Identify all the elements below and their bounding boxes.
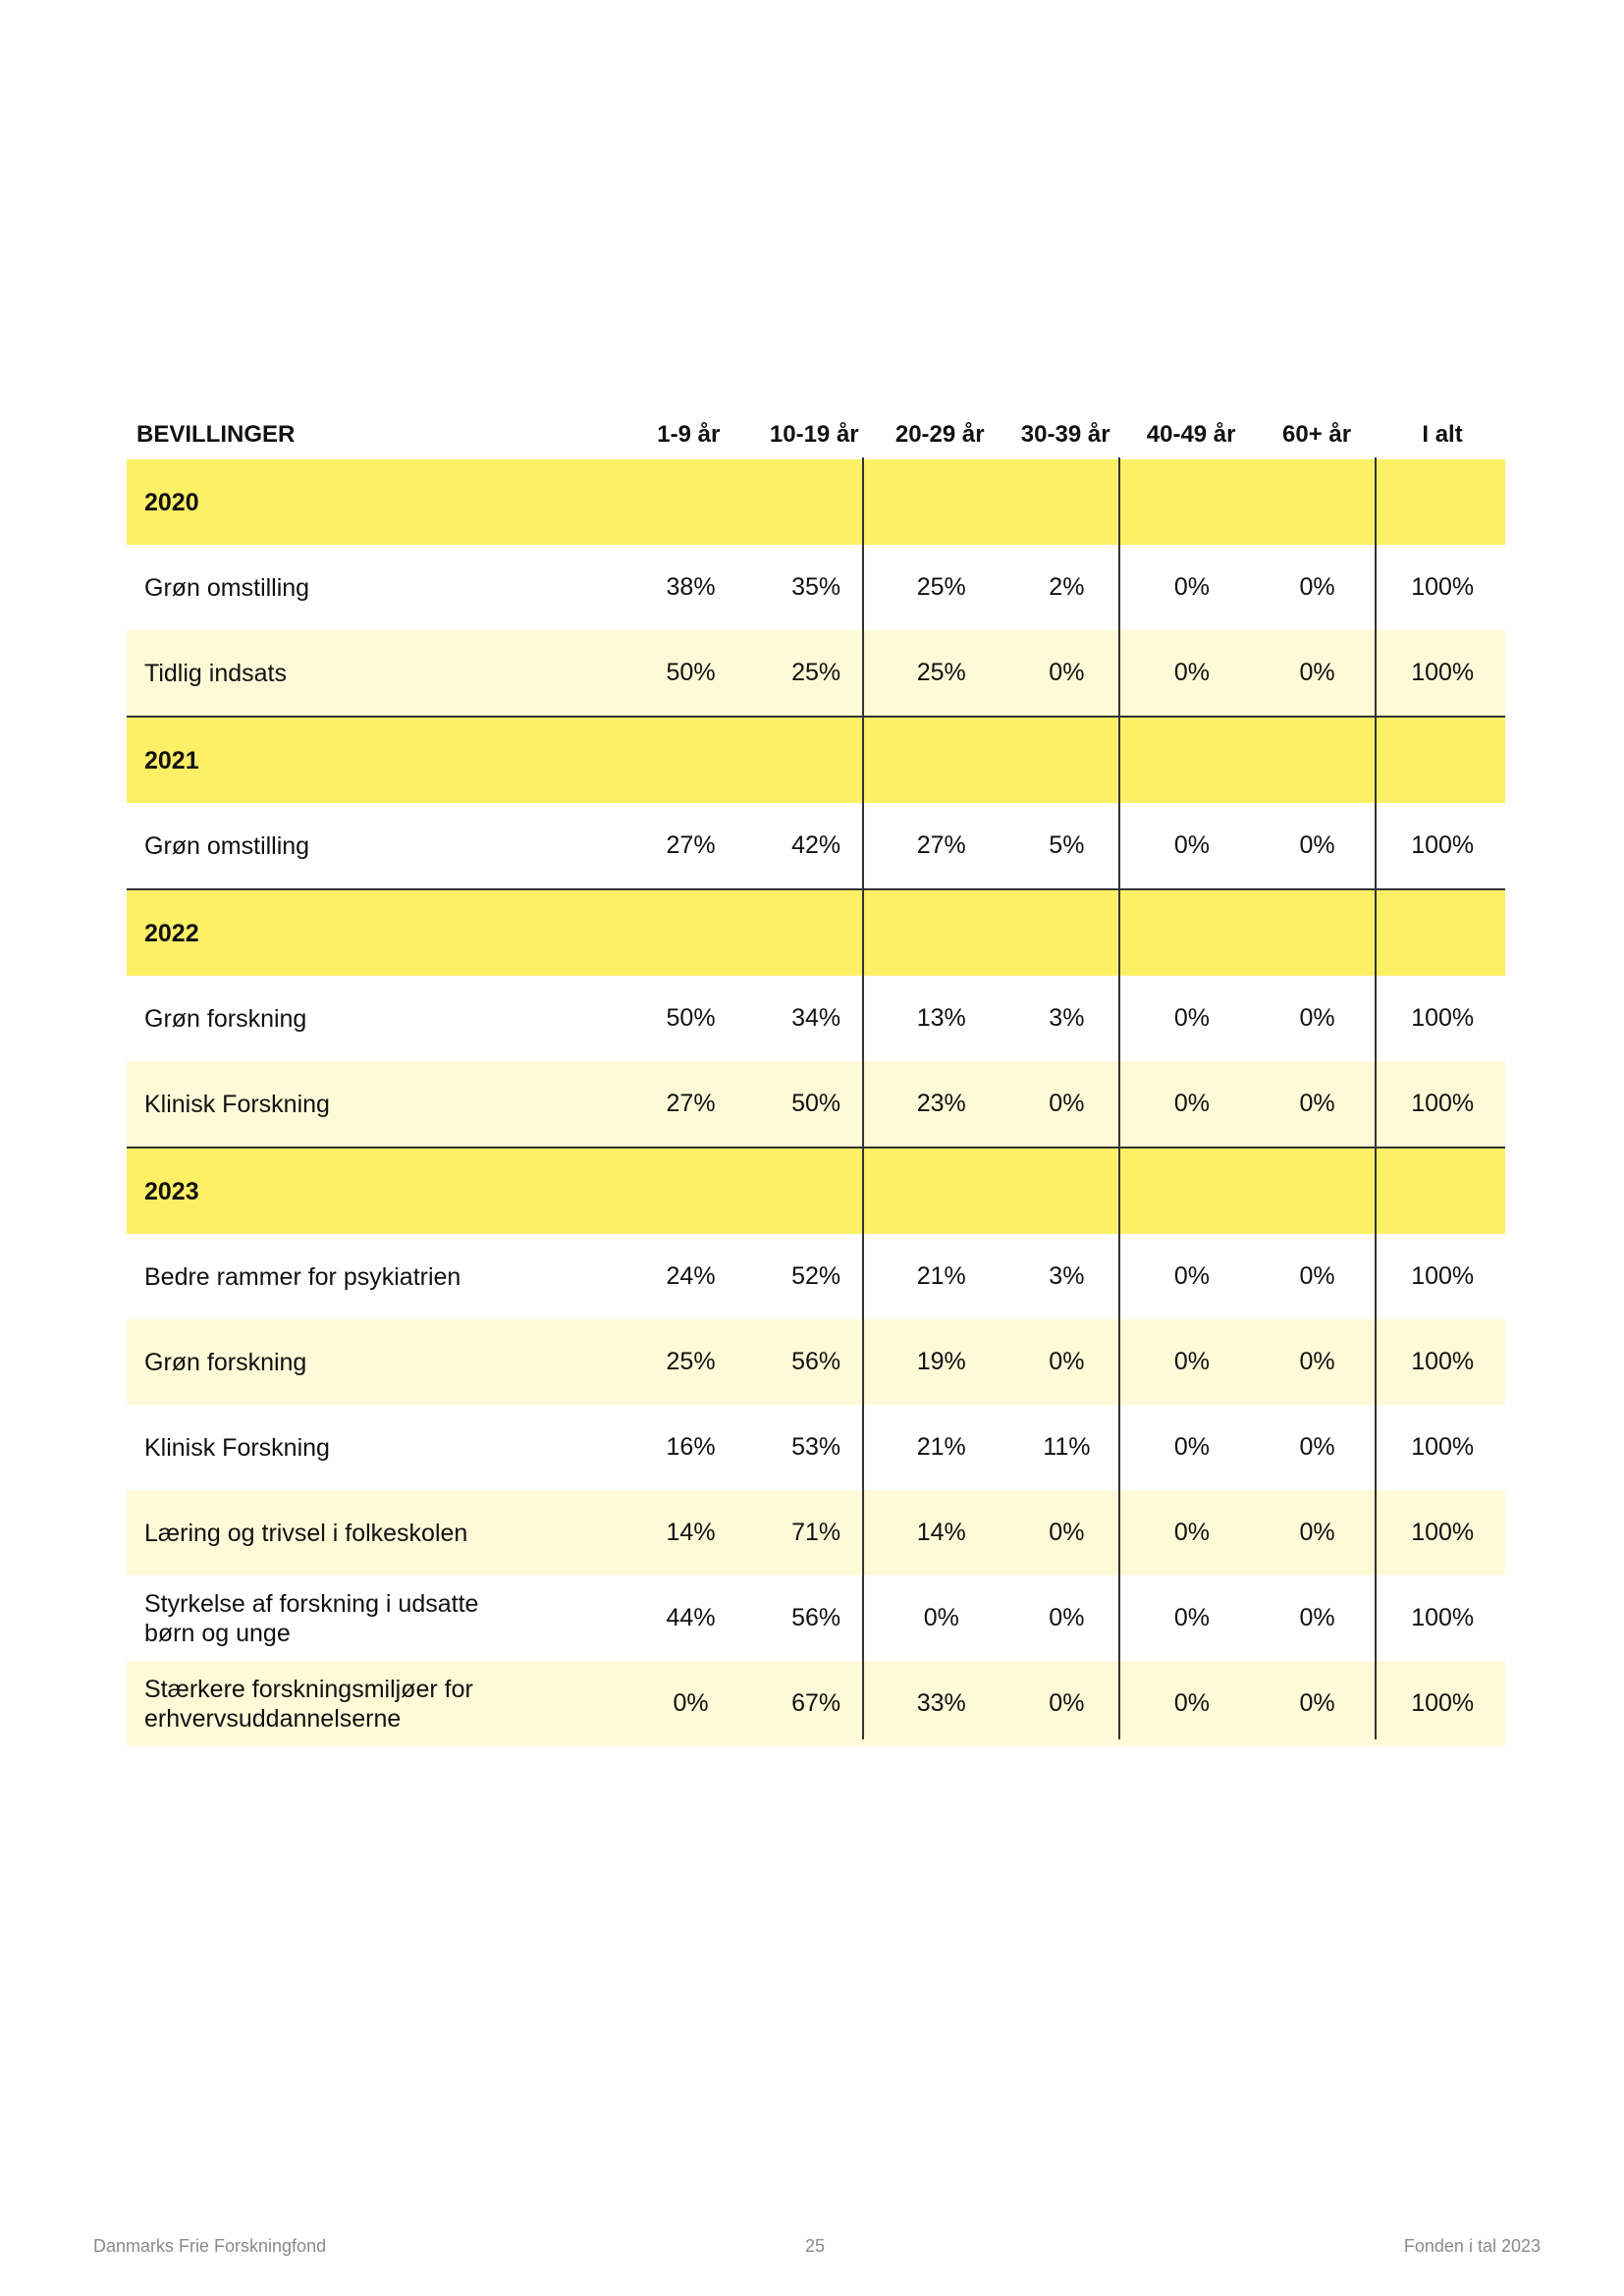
percent-cell: 0% xyxy=(1173,1004,1211,1032)
column-divider xyxy=(1375,457,1377,1739)
percent-cell: 100% xyxy=(1411,1090,1475,1117)
year-section-row xyxy=(127,888,1505,976)
year-label: 2021 xyxy=(144,746,199,774)
table-row xyxy=(127,545,1505,630)
percent-cell: 56% xyxy=(791,1348,841,1375)
year-label: 2020 xyxy=(144,488,199,516)
percent-cell: 0% xyxy=(673,1689,709,1717)
percent-cell: 100% xyxy=(1411,1262,1475,1290)
percent-cell: 0% xyxy=(1049,1604,1085,1631)
header-label: BEVILLINGER xyxy=(136,421,296,448)
table-row xyxy=(127,1661,1505,1746)
percent-cell: 50% xyxy=(666,1004,716,1032)
row-label: Stærkere forskningsmiljøer for erhvervsuddannelserne xyxy=(144,1675,473,1733)
percent-cell: 67% xyxy=(791,1689,841,1717)
bevillinger-table xyxy=(127,410,1505,1746)
percent-cell: 0% xyxy=(1299,659,1335,686)
table-header-row xyxy=(127,410,1505,459)
percent-cell: 42% xyxy=(791,831,841,859)
percent-cell: 25% xyxy=(666,1348,716,1375)
percent-cell: 100% xyxy=(1411,831,1475,859)
footer-left: Danmarks Frie Forskningfond xyxy=(93,2236,327,2256)
percent-cell: 13% xyxy=(916,1004,966,1032)
percent-cell: 0% xyxy=(1299,1262,1335,1290)
row-label: Tidlig indsats xyxy=(144,659,287,687)
year-section-row xyxy=(127,459,1505,545)
percent-cell: 100% xyxy=(1411,1604,1475,1631)
percent-cell: 0% xyxy=(1299,1090,1335,1117)
footer-page-number: 25 xyxy=(805,2236,826,2256)
percent-cell: 2% xyxy=(1049,573,1085,601)
percent-cell: 24% xyxy=(666,1262,716,1290)
row-label: Grøn forskning xyxy=(144,1004,307,1033)
column-header: 30-39 år xyxy=(1020,421,1110,448)
percent-cell: 16% xyxy=(666,1433,716,1461)
percent-cell: 35% xyxy=(791,573,841,601)
percent-cell: 25% xyxy=(916,659,966,686)
percent-cell: 3% xyxy=(1049,1004,1085,1032)
percent-cell: 0% xyxy=(1049,1519,1085,1546)
table-row xyxy=(127,976,1505,1061)
table-row xyxy=(127,1061,1505,1147)
percent-cell: 0% xyxy=(1299,1689,1335,1717)
column-divider xyxy=(862,457,864,1739)
column-header: 20-29 år xyxy=(894,421,985,448)
column-divider xyxy=(1118,457,1120,1739)
percent-cell: 27% xyxy=(666,1090,716,1117)
percent-cell: 27% xyxy=(666,831,716,859)
percent-cell: 0% xyxy=(1049,1090,1085,1117)
percent-cell: 0% xyxy=(1299,1604,1335,1631)
percent-cell: 27% xyxy=(916,831,966,859)
column-header: 1-9 år xyxy=(657,421,721,448)
row-label: Grøn forskning xyxy=(144,1348,307,1376)
percent-cell: 23% xyxy=(916,1090,966,1117)
year-section-row xyxy=(127,716,1505,803)
column-header: 60+ år xyxy=(1282,421,1352,448)
percent-cell: 0% xyxy=(1299,831,1335,859)
percent-cell: 33% xyxy=(916,1689,966,1717)
percent-cell: 44% xyxy=(666,1604,716,1631)
percent-cell: 52% xyxy=(791,1262,841,1290)
row-label: Læring og trivsel i folkeskolen xyxy=(144,1519,468,1547)
row-label: Grøn omstilling xyxy=(144,831,310,860)
table-row xyxy=(127,1490,1505,1575)
percent-cell: 11% xyxy=(1043,1433,1091,1461)
table-row xyxy=(127,1319,1505,1405)
percent-cell: 0% xyxy=(1173,573,1211,601)
percent-cell: 0% xyxy=(1173,659,1211,686)
percent-cell: 14% xyxy=(666,1519,716,1546)
year-section-row xyxy=(127,1147,1505,1234)
percent-cell: 0% xyxy=(1299,1004,1335,1032)
table-row xyxy=(127,803,1505,888)
percent-cell: 71% xyxy=(791,1519,841,1546)
table-row xyxy=(127,1234,1505,1319)
percent-cell: 0% xyxy=(1299,1519,1335,1546)
percent-cell: 50% xyxy=(666,659,716,686)
percent-cell: 100% xyxy=(1411,1689,1475,1717)
percent-cell: 3% xyxy=(1049,1262,1085,1290)
percent-cell: 0% xyxy=(1173,1348,1211,1375)
percent-cell: 0% xyxy=(1173,1519,1211,1546)
table-row xyxy=(127,1405,1505,1490)
footer-right: Fonden i tal 2023 xyxy=(1403,2236,1541,2256)
percent-cell: 25% xyxy=(916,573,966,601)
percent-cell: 100% xyxy=(1411,1433,1475,1461)
percent-cell: 0% xyxy=(1173,1090,1211,1117)
row-label: Klinisk Forskning xyxy=(144,1433,330,1462)
percent-cell: 0% xyxy=(1173,831,1211,859)
column-header: 40-49 år xyxy=(1146,421,1236,448)
percent-cell: 0% xyxy=(1049,1348,1085,1375)
percent-cell: 0% xyxy=(1049,1689,1085,1717)
row-label: Bedre rammer for psykiatrien xyxy=(144,1262,461,1291)
percent-cell: 0% xyxy=(1299,1348,1335,1375)
year-label: 2022 xyxy=(144,919,199,947)
percent-cell: 0% xyxy=(1173,1433,1211,1461)
percent-cell: 19% xyxy=(916,1348,966,1375)
table-row xyxy=(127,630,1505,716)
percent-cell: 34% xyxy=(791,1004,841,1032)
percent-cell: 0% xyxy=(1299,1433,1335,1461)
percent-cell: 100% xyxy=(1411,573,1475,601)
percent-cell: 21% xyxy=(916,1433,966,1461)
column-header: I alt xyxy=(1422,421,1463,448)
row-label: Grøn omstilling xyxy=(144,573,310,602)
percent-cell: 53% xyxy=(791,1433,841,1461)
column-header: 10-19 år xyxy=(769,421,859,448)
percent-cell: 0% xyxy=(1173,1604,1211,1631)
row-label: Styrkelse af forskning i udsatte børn og unge xyxy=(144,1589,479,1647)
percent-cell: 0% xyxy=(1299,573,1335,601)
percent-cell: 50% xyxy=(791,1090,841,1117)
percent-cell: 0% xyxy=(1049,659,1085,686)
percent-cell: 0% xyxy=(1173,1262,1211,1290)
percent-cell: 100% xyxy=(1411,1348,1475,1375)
row-label: Klinisk Forskning xyxy=(144,1090,330,1118)
percent-cell: 5% xyxy=(1049,831,1085,859)
percent-cell: 14% xyxy=(916,1519,966,1546)
percent-cell: 0% xyxy=(923,1604,959,1631)
percent-cell: 25% xyxy=(791,659,841,686)
percent-cell: 38% xyxy=(666,573,716,601)
year-label: 2023 xyxy=(144,1177,199,1205)
table-row xyxy=(127,1575,1505,1661)
percent-cell: 0% xyxy=(1173,1689,1211,1717)
percent-cell: 100% xyxy=(1411,1519,1475,1546)
percent-cell: 21% xyxy=(916,1262,966,1290)
percent-cell: 100% xyxy=(1411,1004,1475,1032)
percent-cell: 100% xyxy=(1411,659,1475,686)
percent-cell: 56% xyxy=(791,1604,841,1631)
